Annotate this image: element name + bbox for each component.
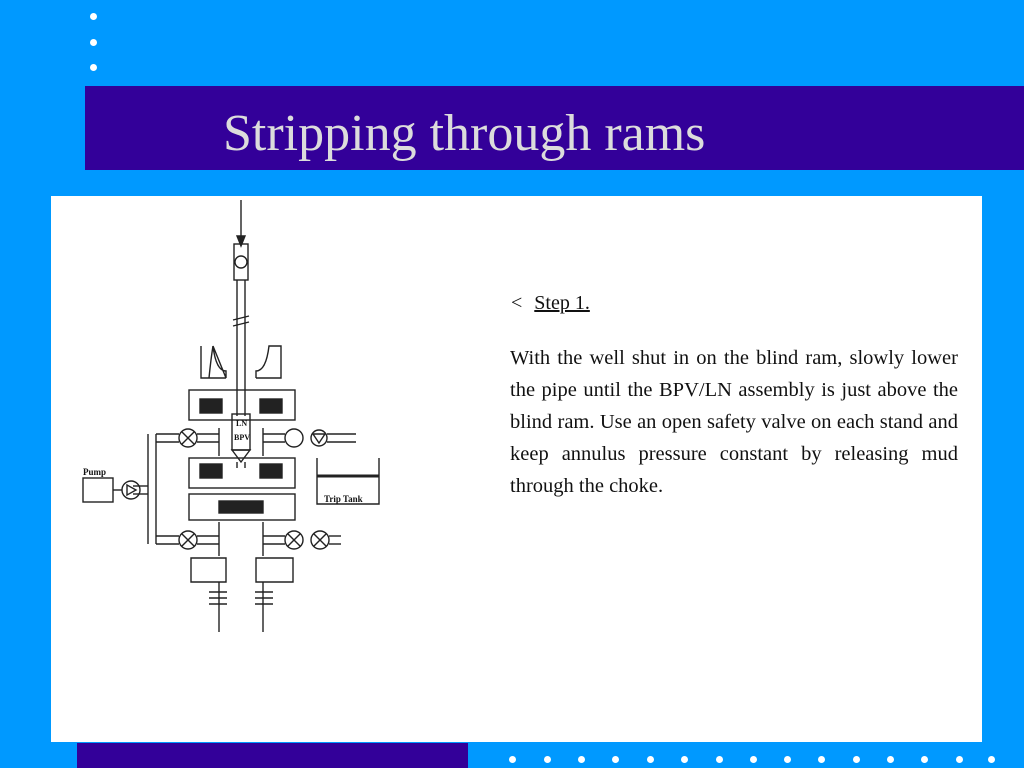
decor-dot [750,756,757,763]
pump-label: Pump [83,467,107,477]
decor-dot [647,756,654,763]
decor-dot [90,13,97,20]
step-heading [511,292,590,315]
step-title: Step 1. [534,292,590,314]
decor-dot [90,64,97,71]
decor-dot [818,756,825,763]
bpv-label: BPV [234,433,250,442]
decor-dot [956,756,963,763]
step-marker: < [511,292,523,314]
slide-title: Stripping through rams [223,105,706,162]
decor-dot [921,756,928,763]
title-bar [85,86,1024,170]
ln-label: LN [236,419,248,428]
decor-dot [578,756,585,763]
decor-dot [90,39,97,46]
decor-dot [509,756,516,763]
decor-dot [887,756,894,763]
trip-tank-label: Trip Tank [324,494,363,504]
content-panel [51,196,982,742]
bottom-accent-bar [77,743,468,768]
bop-stack-diagram [51,196,491,742]
decor-dot [544,756,551,763]
decor-dot [612,756,619,763]
decor-dot [784,756,791,763]
decor-dot [716,756,723,763]
decor-dot [853,756,860,763]
step-description: With the well shut in on the blind ram, slowly lower the pipe until the BPV/LN assembly is just above the blind ram. Use an open safety valve on each stand and keep annulus pressure constant by releasing mud through the choke. [510,347,958,497]
decor-dot [988,756,995,763]
decor-dot [681,756,688,763]
